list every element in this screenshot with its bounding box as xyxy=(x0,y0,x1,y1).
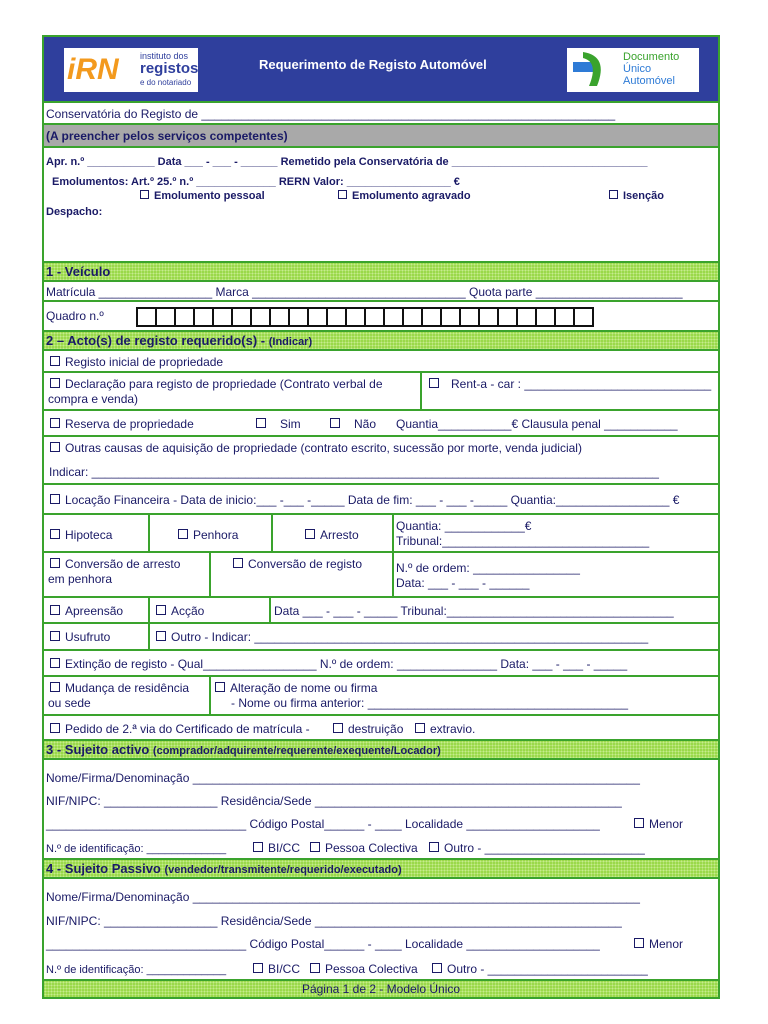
outro-option[interactable]: Outro - ________________________ xyxy=(432,962,648,976)
nome-anterior-field[interactable]: - Nome ou firma anterior: _______________________________________ xyxy=(231,696,628,710)
nif-field[interactable]: NIF/NIPC: _________________ Residência/Sede ______________________________________________ xyxy=(46,914,622,928)
outro-option[interactable]: Outro - ________________________ xyxy=(429,841,645,855)
id-field[interactable]: N.º de identificação: _____________ xyxy=(46,964,227,976)
checkbox[interactable] xyxy=(256,418,266,428)
form-title: Requerimento de Registo Automóvel xyxy=(259,57,487,72)
quantia-clausula-field[interactable]: Quantia___________€ Clausula penal ___________ xyxy=(396,417,678,431)
checkbox[interactable] xyxy=(338,190,347,199)
locacao-option[interactable]: Locação Financeira - Data de inicio:___ -___ -_____ Data de fim: ___ - ___ -_____ Quantia:_________________ € xyxy=(50,493,679,507)
data-tribunal-field[interactable]: Data ___ - ___ - _____ Tribunal:__________________________________ xyxy=(274,604,674,618)
quadro-row: Quadro n.º xyxy=(44,302,718,332)
tribunal-field[interactable]: Tribunal:_______________________________ xyxy=(396,534,650,548)
hipoteca-row xyxy=(44,515,718,553)
reserva-option[interactable]: Reserva de propriedade xyxy=(50,417,194,431)
matricula-field[interactable]: Matrícula _________________ Marca ________________________________ Quota parte ______________________ xyxy=(46,285,683,299)
destruicao-option[interactable]: destruição xyxy=(333,722,403,736)
checkbox[interactable] xyxy=(50,605,60,615)
registo-inicial-row xyxy=(44,351,718,373)
checkbox[interactable] xyxy=(50,631,60,641)
checkbox[interactable] xyxy=(233,558,243,568)
nome-field[interactable]: Nome/Firma/Denominação ___________________________________________________________________ xyxy=(46,890,640,904)
outras-causas-option[interactable]: Outras causas de aquisição de propriedade (contrato escrito, sucessão por morte, venda judicial) xyxy=(50,441,582,455)
page-number: Página 1 de 2 - Modelo Único xyxy=(301,982,461,996)
pessoa-colectiva-option[interactable]: Pessoa Colectiva xyxy=(310,962,418,976)
checkbox[interactable] xyxy=(253,842,263,852)
checkbox[interactable] xyxy=(50,558,60,568)
conversao-registo-option[interactable]: Conversão de registo xyxy=(233,557,362,571)
conversao-arresto-option[interactable]: Conversão de arresto xyxy=(50,557,180,571)
bicc-option[interactable]: BI/CC xyxy=(253,962,300,976)
conversao-row: Conversão de arresto em penhora Conversão de registo N.º de ordem: ________________ Data: ___ - ___ - ______ xyxy=(44,553,718,598)
dua-logo: Documento Único Automóvel xyxy=(567,48,699,92)
indicar-field[interactable]: Indicar: _____________________________________________________________________________________ xyxy=(49,465,659,479)
apreensao-row xyxy=(44,598,718,624)
declaracao-row: Declaração para registo de propriedade (Contrato verbal de compra e venda) Rent-a - car : ____________________________ xyxy=(44,373,718,411)
matricula-row xyxy=(44,282,718,302)
quadro-number-boxes[interactable] xyxy=(136,307,594,327)
checkbox[interactable] xyxy=(634,938,644,948)
id-field[interactable]: N.º de identificação: _____________ xyxy=(46,843,227,855)
servicos-section xyxy=(44,148,718,263)
checkbox[interactable] xyxy=(253,963,263,973)
nao-option[interactable]: Não xyxy=(330,417,376,431)
section-2-header: 2 – Acto(s) de registo requerido(s) - (Indicar) xyxy=(44,332,718,351)
isencao-option[interactable]: Isenção xyxy=(609,189,664,203)
pedido-row xyxy=(44,716,718,741)
checkbox[interactable] xyxy=(429,378,439,388)
extincao-row xyxy=(44,651,718,677)
quantia-field[interactable]: Quantia: ____________€ xyxy=(396,519,532,533)
accao-option[interactable]: Acção xyxy=(156,604,204,618)
checkbox[interactable] xyxy=(50,723,60,733)
declaracao-option[interactable]: Declaração para registo de propriedade (Contrato verbal de xyxy=(50,377,383,391)
checkbox[interactable] xyxy=(305,529,315,539)
mudanca-option[interactable]: Mudança de residência xyxy=(50,681,189,695)
checkbox[interactable] xyxy=(50,682,60,692)
checkbox[interactable] xyxy=(432,963,442,973)
checkbox[interactable] xyxy=(609,190,618,199)
checkbox[interactable] xyxy=(178,529,188,539)
section-1-header: 1 - Veículo xyxy=(44,263,718,282)
penhora-option[interactable]: Penhora xyxy=(178,528,238,542)
registration-form xyxy=(42,35,720,999)
nif-field[interactable]: NIF/NIPC: _________________ Residência/Sede ______________________________________________ xyxy=(46,794,622,808)
conservatoria-row xyxy=(44,101,718,125)
checkbox[interactable] xyxy=(156,605,166,615)
irn-logo: iRN instituto dos registos e do notariado xyxy=(64,48,198,92)
locacao-row xyxy=(44,485,718,515)
conservatoria-field[interactable]: Conservatória do Registo de ______________________________________________________________ xyxy=(46,107,616,121)
postal-field[interactable]: ______________________________ Código Postal______ - ____ Localidade ____________________ xyxy=(46,817,600,831)
checkbox[interactable] xyxy=(310,842,320,852)
reserva-row xyxy=(44,411,718,437)
outro-option[interactable]: Outro - Indicar: ___________________________________________________________ xyxy=(156,630,648,644)
alteracao-option[interactable]: Alteração de nome ou firma xyxy=(215,681,377,695)
checkbox[interactable] xyxy=(333,723,343,733)
hipoteca-option[interactable]: Hipoteca xyxy=(50,528,112,542)
outras-causas-row xyxy=(44,437,718,485)
mudanca-row: Mudança de residência ou sede Alteração de nome ou firma - Nome ou firma anterior: _______________________________________ xyxy=(44,677,718,716)
emolumento-agravado-option[interactable]: Emolumento agravado xyxy=(338,189,471,203)
checkbox[interactable] xyxy=(50,378,60,388)
sujeito-activo-section xyxy=(44,760,718,860)
postal-field[interactable]: ______________________________ Código Postal______ - ____ Localidade ____________________ xyxy=(46,937,600,951)
checkbox[interactable] xyxy=(330,418,340,428)
emolumento-pessoal-option[interactable]: Emolumento pessoal xyxy=(140,189,265,203)
pessoa-colectiva-option[interactable]: Pessoa Colectiva xyxy=(310,841,418,855)
checkbox[interactable] xyxy=(415,723,425,733)
extincao-option[interactable]: Extinção de registo - Qual_________________ N.º de ordem: _______________ Data: ___ - ___ - _____ xyxy=(50,657,627,671)
registo-inicial-option[interactable]: Registo inicial de propriedade xyxy=(50,355,223,369)
rent-a-car-option[interactable]: Rent-a - car : ____________________________ xyxy=(429,377,711,391)
sim-option[interactable]: Sim xyxy=(256,417,301,431)
form-footer xyxy=(44,981,718,997)
emolumentos-field[interactable]: Emolumentos: Art.º 25.º n.º _____________ RERN Valor: _________________ € xyxy=(52,176,460,188)
dua-logo-icon xyxy=(573,52,613,88)
checkbox[interactable] xyxy=(634,818,644,828)
sujeito-passivo-section xyxy=(44,879,718,981)
checkbox[interactable] xyxy=(50,529,60,539)
section-3-header: 3 - Sujeito activo (comprador/adquirente/requerente/exequente/Locador) xyxy=(44,741,718,760)
checkbox[interactable] xyxy=(140,190,149,199)
form-header xyxy=(44,37,718,101)
menor-option[interactable]: Menor xyxy=(634,817,683,831)
checkbox[interactable] xyxy=(215,682,225,692)
apr-field[interactable]: Apr. n.º ___________ Data ___ - ___ - ______ Remetido pela Conservatória de ________________________________ xyxy=(46,156,648,168)
checkbox[interactable] xyxy=(429,842,439,852)
checkbox[interactable] xyxy=(50,494,60,504)
data-ordem-field[interactable]: Data: ___ - ___ - ______ xyxy=(396,576,530,590)
nome-field[interactable]: Nome/Firma/Denominação ___________________________________________________________________ xyxy=(46,771,640,785)
extravio-option[interactable]: extravio. xyxy=(415,722,475,736)
apreensao-option[interactable]: Apreensão xyxy=(50,604,123,618)
checkbox[interactable] xyxy=(156,631,166,641)
irn-logo-mark: iRN xyxy=(67,53,119,86)
despacho-label: Despacho: xyxy=(46,206,103,218)
bicc-option[interactable]: BI/CC xyxy=(253,841,300,855)
pedido-option[interactable]: Pedido de 2.ª via do Certificado de matrícula - xyxy=(50,722,310,736)
section-4-header: 4 - Sujeito Passivo (vendedor/transmitente/requerido/executado) xyxy=(44,860,718,879)
checkbox[interactable] xyxy=(50,418,60,428)
checkbox[interactable] xyxy=(310,963,320,973)
checkbox[interactable] xyxy=(50,658,60,668)
servicos-band: (A preencher pelos serviços competentes) xyxy=(44,125,718,148)
checkbox[interactable] xyxy=(50,442,60,452)
arresto-option[interactable]: Arresto xyxy=(305,528,359,542)
checkbox[interactable] xyxy=(50,356,60,366)
usufruto-option[interactable]: Usufruto xyxy=(50,630,110,644)
ordem-field[interactable]: N.º de ordem: ________________ xyxy=(396,561,580,575)
usufruto-row xyxy=(44,624,718,651)
menor-option[interactable]: Menor xyxy=(634,937,683,951)
